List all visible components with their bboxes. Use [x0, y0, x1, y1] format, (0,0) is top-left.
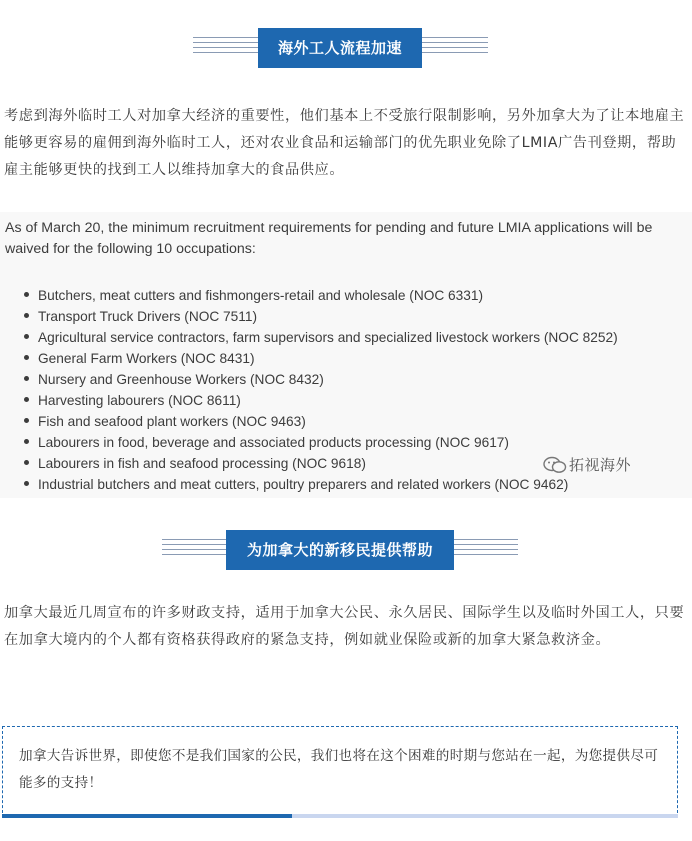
watermark-text: 拓视海外	[569, 456, 632, 474]
header-rule-right	[454, 539, 518, 561]
list-item: Agricultural service contractors, farm supervisors and specialized livestock workers (NOC 8252)	[24, 327, 618, 348]
header-rule-left	[193, 37, 258, 59]
bullet-icon	[24, 439, 29, 444]
list-item: Labourers in fish and seafood processing (NOC 9618)	[24, 453, 618, 474]
quote-underline	[2, 814, 292, 818]
bullet-icon	[24, 481, 29, 486]
section-header-immigrants	[0, 530, 692, 570]
section-title: 海外工人流程加速	[258, 28, 422, 68]
quote-text: 加拿大告诉世界，即使您不是我们国家的公民，我们也将在这个困难的时期与您站在一起，为您提供尽可能多的支持！	[19, 748, 659, 791]
paragraph-immigrants: 加拿大最近几周宣布的许多财政支持，适用于加拿大公民、永久居民、国际学生以及临时外国工人，只要在加拿大境内的个人都有资格获得政府的紧急支持，例如就业保险或新的加拿大紧急救济金。	[4, 605, 685, 648]
list-item: Nursery and Greenhouse Workers (NOC 8432)	[24, 369, 618, 390]
bullet-icon	[24, 292, 29, 297]
embedded-screenshot	[0, 212, 692, 498]
bullet-icon	[24, 334, 29, 339]
quote-box	[2, 726, 678, 818]
list-item: Industrial butchers and meat cutters, poultry preparers and related workers (NOC 9462)	[24, 474, 618, 495]
paragraph-workers: 考虑到海外临时工人对加拿大经济的重要性，他们基本上不受旅行限制影响，另外加拿大为了让本地雇主能够更容易的雇佣到海外临时工人，还对农业食品和运输部门的优先职业免除了LMIA广告刊登期，帮助雇主能够更快的找到工人以维持加拿大的食品供应。	[4, 108, 685, 178]
bullet-icon	[24, 418, 29, 423]
list-item: Fish and seafood plant workers (NOC 9463)	[24, 411, 618, 432]
lmia-intro: As of March 20, the minimum recruitment requirements for pending and future LMIA applications will be waived for the following 10 occupations:	[5, 220, 653, 257]
header-rule-left	[162, 539, 226, 561]
section-title: 为加拿大的新移民提供帮助	[226, 530, 454, 570]
bullet-icon	[24, 397, 29, 402]
quote-underline-light	[292, 814, 678, 818]
list-item: Labourers in food, beverage and associated products processing (NOC 9617)	[24, 432, 618, 453]
bullet-icon	[24, 460, 29, 465]
list-item: Butchers, meat cutters and fishmongers-retail and wholesale (NOC 6331)	[24, 285, 618, 306]
watermark	[543, 454, 631, 475]
bullet-icon	[24, 313, 29, 318]
occupation-list	[24, 285, 618, 495]
bullet-icon	[24, 355, 29, 360]
list-item: General Farm Workers (NOC 8431)	[24, 348, 618, 369]
list-item: Transport Truck Drivers (NOC 7511)	[24, 306, 618, 327]
list-item: Harvesting labourers (NOC 8611)	[24, 390, 618, 411]
section-header-workers	[0, 28, 692, 68]
header-rule-right	[422, 37, 488, 59]
wechat-icon	[543, 456, 567, 474]
bullet-icon	[24, 376, 29, 381]
